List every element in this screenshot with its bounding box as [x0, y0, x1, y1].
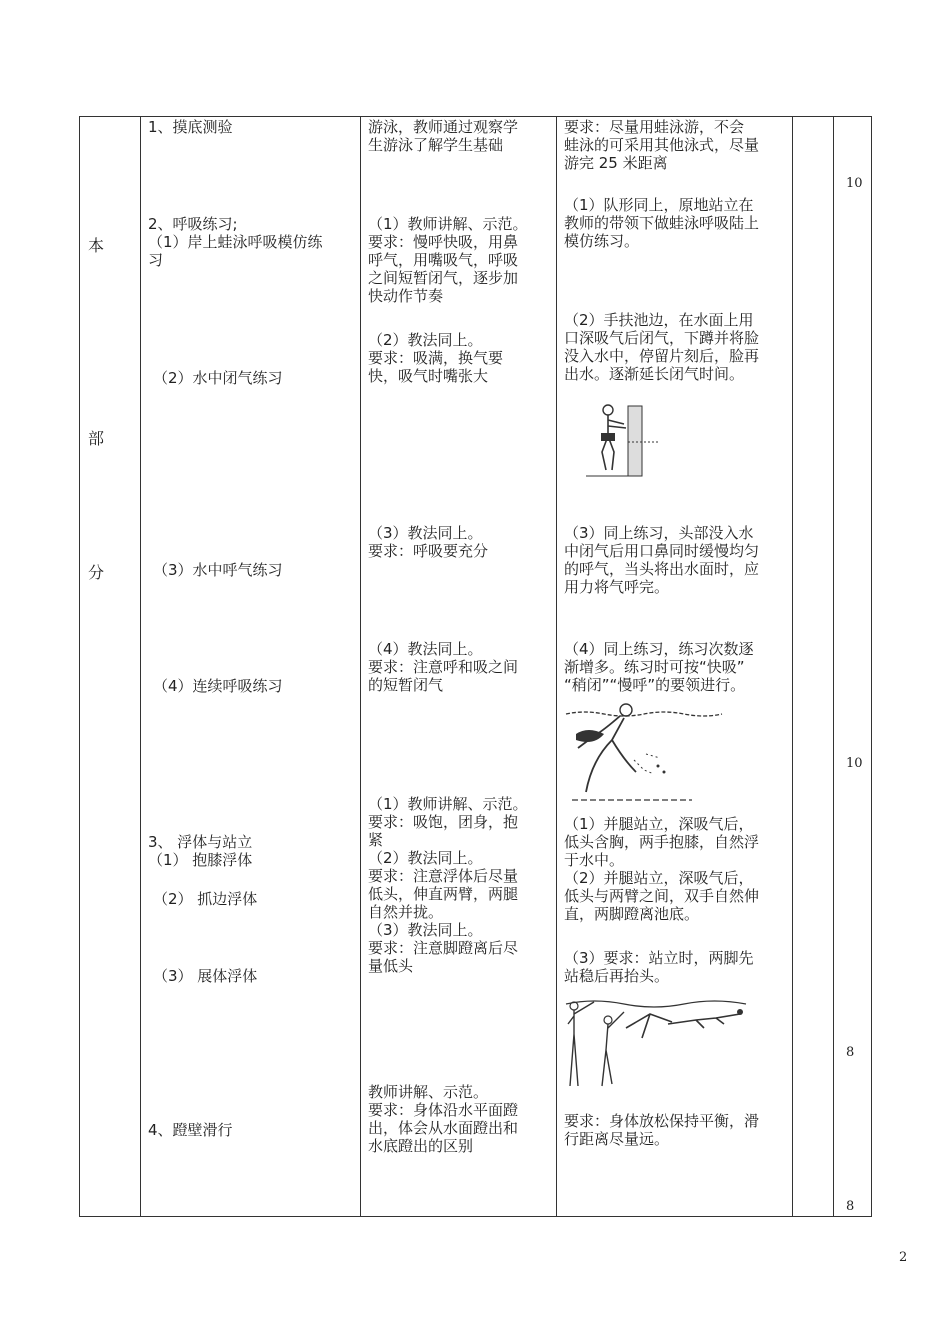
teacher-text: （1）教师讲解、示范。 要求：慢呼快吸，用鼻 呼气，用嘴吸气，呼吸 之间短暂闭气，逐步加 快动作节奏 — [368, 215, 528, 305]
table-col-line — [140, 116, 141, 1217]
section-label-char: 分 — [88, 563, 105, 582]
item-3-2: （2） 抓边浮体 — [153, 890, 258, 908]
section-label-char: 本 — [88, 236, 105, 255]
item-2-3: （3）水中呼气练习 — [153, 561, 283, 579]
student-text: （2）手扶池边，在水面上用 口深吸气后闭气，下蹲并将脸 没入水中，停留片刻后，脸再 出水。逐渐延长闭气时间。 — [564, 311, 760, 383]
time-value: 8 — [846, 1199, 855, 1214]
item-4: 4、蹬壁滑行 — [148, 1121, 233, 1139]
student-text: 要求：身体放松保持平衡，滑 行距离尽量远。 — [564, 1112, 760, 1148]
time-value: 8 — [846, 1045, 855, 1060]
table-col-line — [79, 116, 80, 1217]
page-number: 2 — [899, 1250, 908, 1265]
table-col-line — [556, 116, 557, 1217]
student-text: （4）同上练习，练习次数逐 渐增多。练习时可按“快吸” “稍闭”“慢呼”的要领进行。 — [564, 640, 754, 694]
table-col-line — [360, 116, 361, 1217]
section-label-char: 部 — [88, 429, 105, 448]
table-bottom-border — [79, 1216, 872, 1217]
item-2-4: （4）连续呼吸练习 — [153, 677, 283, 695]
table-col-line — [871, 116, 872, 1217]
table-col-line — [792, 116, 793, 1217]
student-text: （1）并腿站立，深吸气后， 低头含胸，两手抱膝，自然浮 于水中。 （2）并腿站立，深吸气后， 低头与两臂之间，双手自然伸 直，两脚蹬离池底。 — [564, 815, 760, 923]
table-col-line — [833, 116, 834, 1217]
student-text: （3）要求：站立时，两脚先 站稳后再抬头。 — [564, 949, 754, 985]
student-text: （1）队形同上，原地站立在 教师的带领下做蛙泳呼吸陆上 模仿练习。 — [564, 196, 760, 250]
item-3-3: （3） 展体浮体 — [153, 967, 258, 985]
teacher-text: （3）教法同上。 要求：呼吸要充分 — [368, 524, 489, 560]
time-value: 10 — [846, 176, 863, 191]
teacher-text: （1）教师讲解、示范。 要求：吸饱，团身，抱 紧 （2）教法同上。 要求：注意浮体后尽量 低头，伸直两臂，两腿 自然并拢。 （3）教法同上。 要求：注意脚蹬离后尽 量低头 — [368, 795, 528, 975]
glide-sequence-figure — [564, 994, 748, 1090]
teacher-text: （4）教法同上。 要求：注意呼和吸之间 的短暂闭气 — [368, 640, 519, 694]
tuck-float-figure — [564, 700, 724, 808]
item-1: 1、摸底测验 — [148, 118, 233, 136]
student-text: （3）同上练习，头部没入水 中闭气后用口鼻同时缓慢均匀 的呼气，当头将出水面时，应 用力将气呼完。 — [564, 524, 760, 596]
table-top-border — [79, 116, 872, 117]
teacher-text: 游泳，教师通过观察学 生游泳了解学生基础 — [368, 118, 519, 154]
teacher-text: 教师讲解、示范。 要求：身体沿水平面蹬 出，体会从水面蹬出和 水底蹬出的区别 — [368, 1083, 519, 1155]
pool-edge-breathing-figure — [584, 400, 658, 480]
time-value: 10 — [846, 756, 863, 771]
teacher-text: （2）教法同上。 要求：吸满，换气要 快，吸气时嘴张大 — [368, 331, 504, 385]
item-2-2: （2）水中闭气练习 — [153, 369, 283, 387]
item-3: 3、 浮体与站立 （1） 抱膝浮体 — [148, 833, 253, 869]
student-text: 要求：尽量用蛙泳游，不会 蛙泳的可采用其他泳式，尽量 游完 25 米距离 — [564, 118, 760, 172]
item-2: 2、呼吸练习; （1）岸上蛙泳呼吸模仿练 习 — [148, 215, 323, 269]
